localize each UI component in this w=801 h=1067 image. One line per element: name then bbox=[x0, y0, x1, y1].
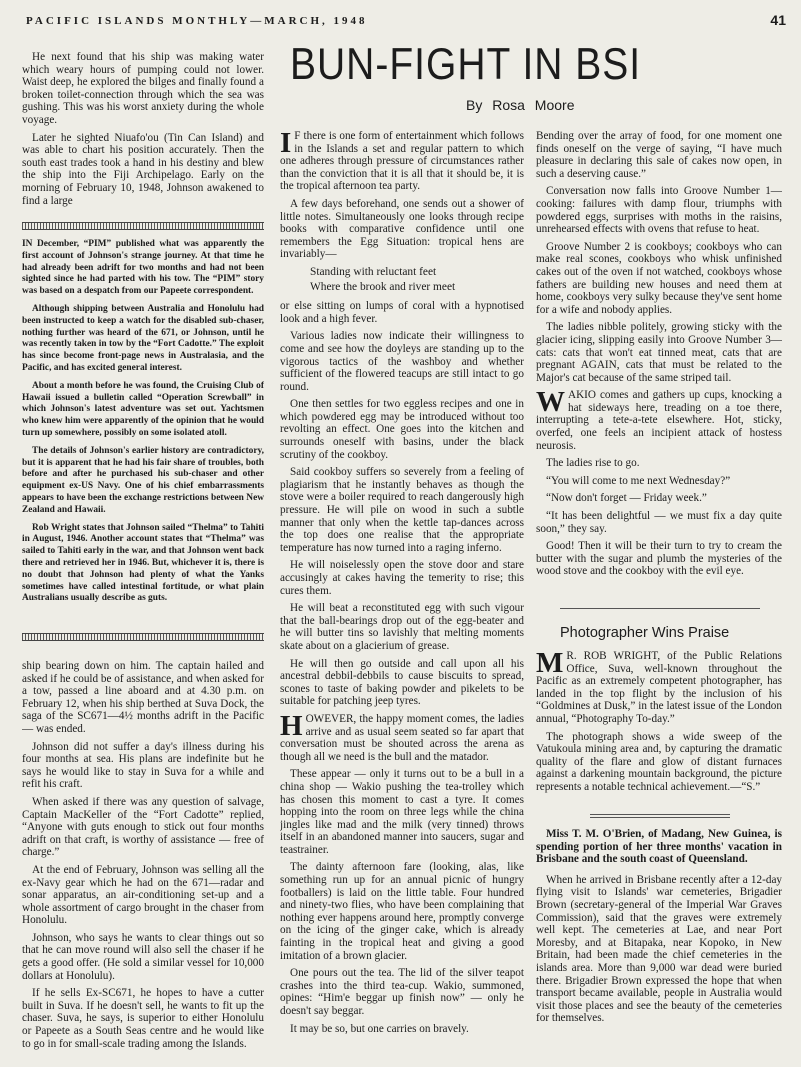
paragraph: These appear — only it turns out to be a bull in a china shop — Wakio pushing the tea-trolley which has chosen this moment to cast a tyre. It comes hopping into the room on three legs while the china jingles like mad and the milk (very tinned) throws itself in an abandoned manner into saucers, sugar and teastrainer. bbox=[280, 768, 524, 856]
paragraph: Various ladies now indicate their willingness to come and see how the doyleys are standing up to the vigorous tactics of the washboy and whether sufficient of the flowered teacups are still intact to go round. bbox=[280, 330, 524, 393]
paragraph: When asked if there was any question of salvage, Captain MacKeller of the “Fort Cadotte” replied, “Anyone with guts enough to stick out four months adrift on that craft, is worthy of assistance — free of charge.” bbox=[22, 795, 264, 859]
paragraph: Johnson, who says he wants to clear things out so that he can move round will also sell the chaser if he gets a good offer. (He sold a similar vessel for 10,000 dollars at Honolulu). bbox=[22, 931, 264, 982]
drop-cap: M bbox=[536, 650, 564, 679]
paragraph: Conversation now falls into Groove Number 1—cooking: failures with damp flour, triumphs with powdered eggs, surprises with moths in the raisins, unrehearsed effects with ovens that refuse to heat. bbox=[536, 185, 782, 236]
sidebar-box bbox=[22, 239, 264, 624]
paragraph: At the end of February, Johnson was selling all the ex-Navy gear which he had on the 671—radar and sonar apparatus, an air-conditioning set-up and a whole assortment of cargo brought in the chaser from Honolulu. bbox=[22, 863, 264, 927]
paragraph: Good! Then it will be their turn to try to cream the butter with the sugar and plumb the mysteries of the wood stove and the cookboy with the evil eye. bbox=[536, 540, 782, 578]
quote-line: “Now don't forget — Friday week.” bbox=[546, 492, 707, 505]
running-title: PACIFIC ISLANDS MONTHLY—MARCH, 1948 bbox=[26, 15, 368, 27]
article-byline: By Rosa Moore bbox=[466, 97, 575, 113]
photo-subheading: Photographer Wins Praise bbox=[560, 625, 730, 641]
drop-cap: W bbox=[536, 386, 565, 419]
column-3 bbox=[536, 130, 782, 615]
sidebar-paragraph: Rob Wright states that Johnson sailed “Thelma” to Tahiti in August, 1946. Another account states that “Thelma” was sailed to Tahiti early in the war, and that Johnson went back there and retrieved her in 1946. But, whichever it is, there is no doubt that Johnson had plenty of what the Yanks sometimes have called intestinal fortitude, or what plain Australians usually describe as guts. bbox=[22, 522, 264, 604]
column-1-bottom bbox=[22, 660, 264, 1065]
paragraph: Later he sighted Niuafo'ou (Tin Can Island) and was able to chart his position accurately. Then the south east trades took a hand in his destiny and blew the ship into the Fiji Archipelago. Early on the morning of February 10, 1948, Johnson awakened to find a large bbox=[22, 131, 264, 207]
paragraph-text: AKIO comes and gathers up cups, knocking a hat sideways here, treading on a toe there, interrupting a tete-a-tete elsewhere. Hot, sticky, overfed, one feels an incipient attack of hostess neurosis. bbox=[536, 389, 782, 452]
paragraph: He will then go outside and call upon all his ancestral debbil-debbils to cause biscuits to spread, scones to taste of baking powder and pikelets to be suitable for patching jeep tyres. bbox=[280, 657, 524, 708]
paragraph: One pours out the tea. The lid of the silver teapot crashes into the third tea-cup. Wakio, summoned, opines: “Him'e beggar up finish now” — only he doesn't say beggar. bbox=[280, 967, 524, 1017]
sidebar-paragraph: The details of Johnson's earlier history are contradictory, but it is apparent that he had his fair share of troubles, both before and after he purchased his sub-chaser and other equipment ex-US Navy. One of his chief embarrassments appears to have been the exchange restrictions between New Zealand and Hawaii. bbox=[22, 445, 264, 515]
drop-cap: I bbox=[280, 130, 292, 159]
paragraph: Bending over the array of food, for one moment one finds oneself on the verge of saying, “I have much pleasure in declaring this sale of cakes now open, in such a deserving cause.” bbox=[536, 130, 782, 180]
paragraph bbox=[280, 130, 524, 193]
sidebar-paragraph: Although shipping between Australia and Honolulu had been instructed to keep a watch for the disabled sub-chaser, nothing further was heard of the 671, or Johnson, until he was recently taken in tow by the “Fort Cadotte.” The exploit has since become front-page news in Australasia, and the Pacific, and has excited general interest. bbox=[22, 303, 264, 373]
article-headline: BUN-FIGHT IN BSI bbox=[290, 40, 642, 90]
paragraph: Miss T. M. O'Brien, of Madang, New Guinea, is spending portion of her three months' vacation in Brisbane and the south coast of Queensland. bbox=[536, 828, 782, 866]
column-1-top bbox=[22, 51, 264, 217]
page-header bbox=[26, 12, 786, 34]
quote-line: “You will come to me next Wednesday?” bbox=[546, 474, 731, 487]
column-3-notes bbox=[536, 828, 782, 1065]
paragraph: A few days beforehand, one sends out a shower of little notes. Simultaneously one looks through recipe books with comparative confidence until one remembers the Egg Situation: tropical hens are invariably— bbox=[280, 197, 524, 261]
paragraph-text: R. ROB WRIGHT, of the Public Relations Office, Suva, well-known throughout the Pacific as an extremely competent photographer, has landed in the top flight by the inclusion of his “Goldmines at Dusk,” in the latest issue of the London annual, “Photography To-day.” bbox=[536, 650, 782, 725]
paragraph bbox=[536, 650, 782, 726]
paragraph: Johnson did not suffer a day's illness during his four months at sea. His plans are indefinite but he says he would like to stay in Suva for a while and refit his craft. bbox=[22, 740, 264, 791]
paragraph: or else sitting on lumps of coral with a hypnotised look and a high fever. bbox=[280, 300, 524, 325]
quote-line: “It has been delightful — we must fix a day quite soon,” they say. bbox=[536, 510, 782, 535]
paragraph bbox=[280, 709, 524, 763]
section-rule bbox=[560, 608, 760, 609]
sidebar-paragraph: IN December, “PIM” published what was apparently the first account of Johnson's strange journey. At that time he had already been adrift for two months and had not been sighted since he had parted with his tow. The “PIM” story was based on a despatch from our Papeete correspondent. bbox=[22, 239, 264, 297]
paragraph-text: OWEVER, the happy moment comes, the ladies arrive and as usual seem seated so far apart that conversation must be shouted across the arena as though all we need is the bull and the matador. bbox=[280, 712, 524, 763]
paragraph: The photograph shows a wide sweep of the Vatukoula mining area and, by capturing the dramatic quality of the flare and glow of distant furnaces against a darkening mountain background, the picture represents a notable technical achievement.—“S.” bbox=[536, 730, 782, 793]
verse-line: Where the brook and river meet bbox=[310, 280, 456, 293]
paragraph: One then settles for two eggless recipes and one in which powdered egg may be introduced without too revolting an effect. One goes into the kitchen and surrounds oneself with basins, under the black scrutiny of the cookboy. bbox=[280, 398, 524, 461]
paragraph: He will beat a reconstituted egg with such vigour that the ball-bearings drop out of the egg-beater and he will butter tins so lavishly that melting moments skate about on a glacierium of grease. bbox=[280, 602, 524, 652]
paragraph: ship bearing down on him. The captain hailed and asked if he could be of assistance, and when asked for a tow, passed a line aboard and at 4.30 p.m. on February 12, when his ship berthed at Suva Dock, the saga of the SC671—4½ months adrift in the Pacific — was ended. bbox=[22, 660, 264, 735]
paragraph: The ladies nibble politely, growing sticky with the glacier icing, slipping easily into Groove Number 3—cats: cats that won't eat tinned meat, cats that are pregnant AGAIN, cats that must be related to the Major's cat because of the same striped tail. bbox=[536, 321, 782, 384]
column-3-photo-story bbox=[536, 650, 782, 800]
paragraph-text: F there is one form of entertainment which follows in the Islands a set and regular pattern to which one adheres through pressure of circumstances rather than the conviction that it is all that it should be, it is the tropical afternoon tea party. bbox=[280, 130, 524, 193]
hatched-rule-top bbox=[22, 222, 264, 230]
paragraph: He will noiselessly open the stove door and stare accusingly at cakes having the temerity to rise; this cures them. bbox=[280, 559, 524, 597]
column-2 bbox=[280, 130, 524, 1065]
verse-line: Standing with reluctant feet bbox=[310, 265, 437, 278]
paragraph: Groove Number 2 is cookboys; cookboys who can make real scones, cookboys who whisk unfinished cakes out of the oven if not watched, cookboys whose fathers are building new houses and need them at home, cookboys very sulky because they've sent home for a wife and nobody applies. bbox=[536, 240, 782, 316]
paragraph: The dainty afternoon fare (looking, alas, like something run up for an annual picnic of hungry footballers) is laid on the little table. Four hundred and ninety-two flies, who have been complaining that nothing ever happens around here, promptly converge on the icing of the ginger cake, which is already fainting in the tropical heat and giving a good imitation of a brown glacier. bbox=[280, 861, 524, 962]
paragraph: It may be so, but one carries on bravely. bbox=[290, 1022, 469, 1035]
paragraph: If he sells Ex-SC671, he hopes to have a cutter built in Suva. If he doesn't sell, he wants to fit up the chaser. Suva, he says, is superior to either Honolulu or Papeete as a South Seas centre and he would like to go in for small-scale trading among the Islands. bbox=[22, 987, 264, 1050]
page-number: 41 bbox=[770, 12, 786, 28]
sidebar-paragraph: About a month before he was found, the Cruising Club of Hawaii issued a bulletin called “Operation Screwball” in which Johnson's latest adventure was set out. Yachtsmen who knew him were apparently of the opinion that he would turn up somewhere, possibly on some isolated atoll. bbox=[22, 380, 264, 438]
double-rule bbox=[590, 814, 730, 818]
paragraph: When he arrived in Brisbane recently after a 12-day flying visit to Islands' war cemeteries, Brigadier Brown (secretary-general of the Imperial War Graves Commission), said that the graves were extremely well kept. The cemeteries at Lae, and near Port Moresby, and at Bitapaka, near Kopoko, in New Britain, had been made the chief cemeteries in the islands area. More than 9,000 war dead were buried there. Brigadier Brown expressed the hope that when transport became available, people in Australia would visit those places and see the beauty of the cemeteries for themselves. bbox=[536, 873, 782, 1025]
paragraph: He next found that his ship was making water which weary hours of pumping could not lower. Waist deep, he explored the bilges and finally found a broken toilet-connection through which the sea was gushing. This was his worst anxiety during the whole voyage. bbox=[22, 51, 264, 126]
hatched-rule-bottom bbox=[22, 633, 264, 641]
paragraph: Said cookboy suffers so severely from a feeling of plagiarism that he instantly behaves as though the stove were a boiler required to reach dangerously high pressure. He will pile on wood in such a subtle manner that only when the kettle tap-dances across the top does one realise that the appropriate temperature has now turned into a raging inferno. bbox=[280, 466, 524, 554]
paragraph bbox=[536, 386, 782, 452]
paragraph: The ladies rise to go. bbox=[546, 457, 640, 470]
drop-cap: H bbox=[280, 709, 303, 742]
